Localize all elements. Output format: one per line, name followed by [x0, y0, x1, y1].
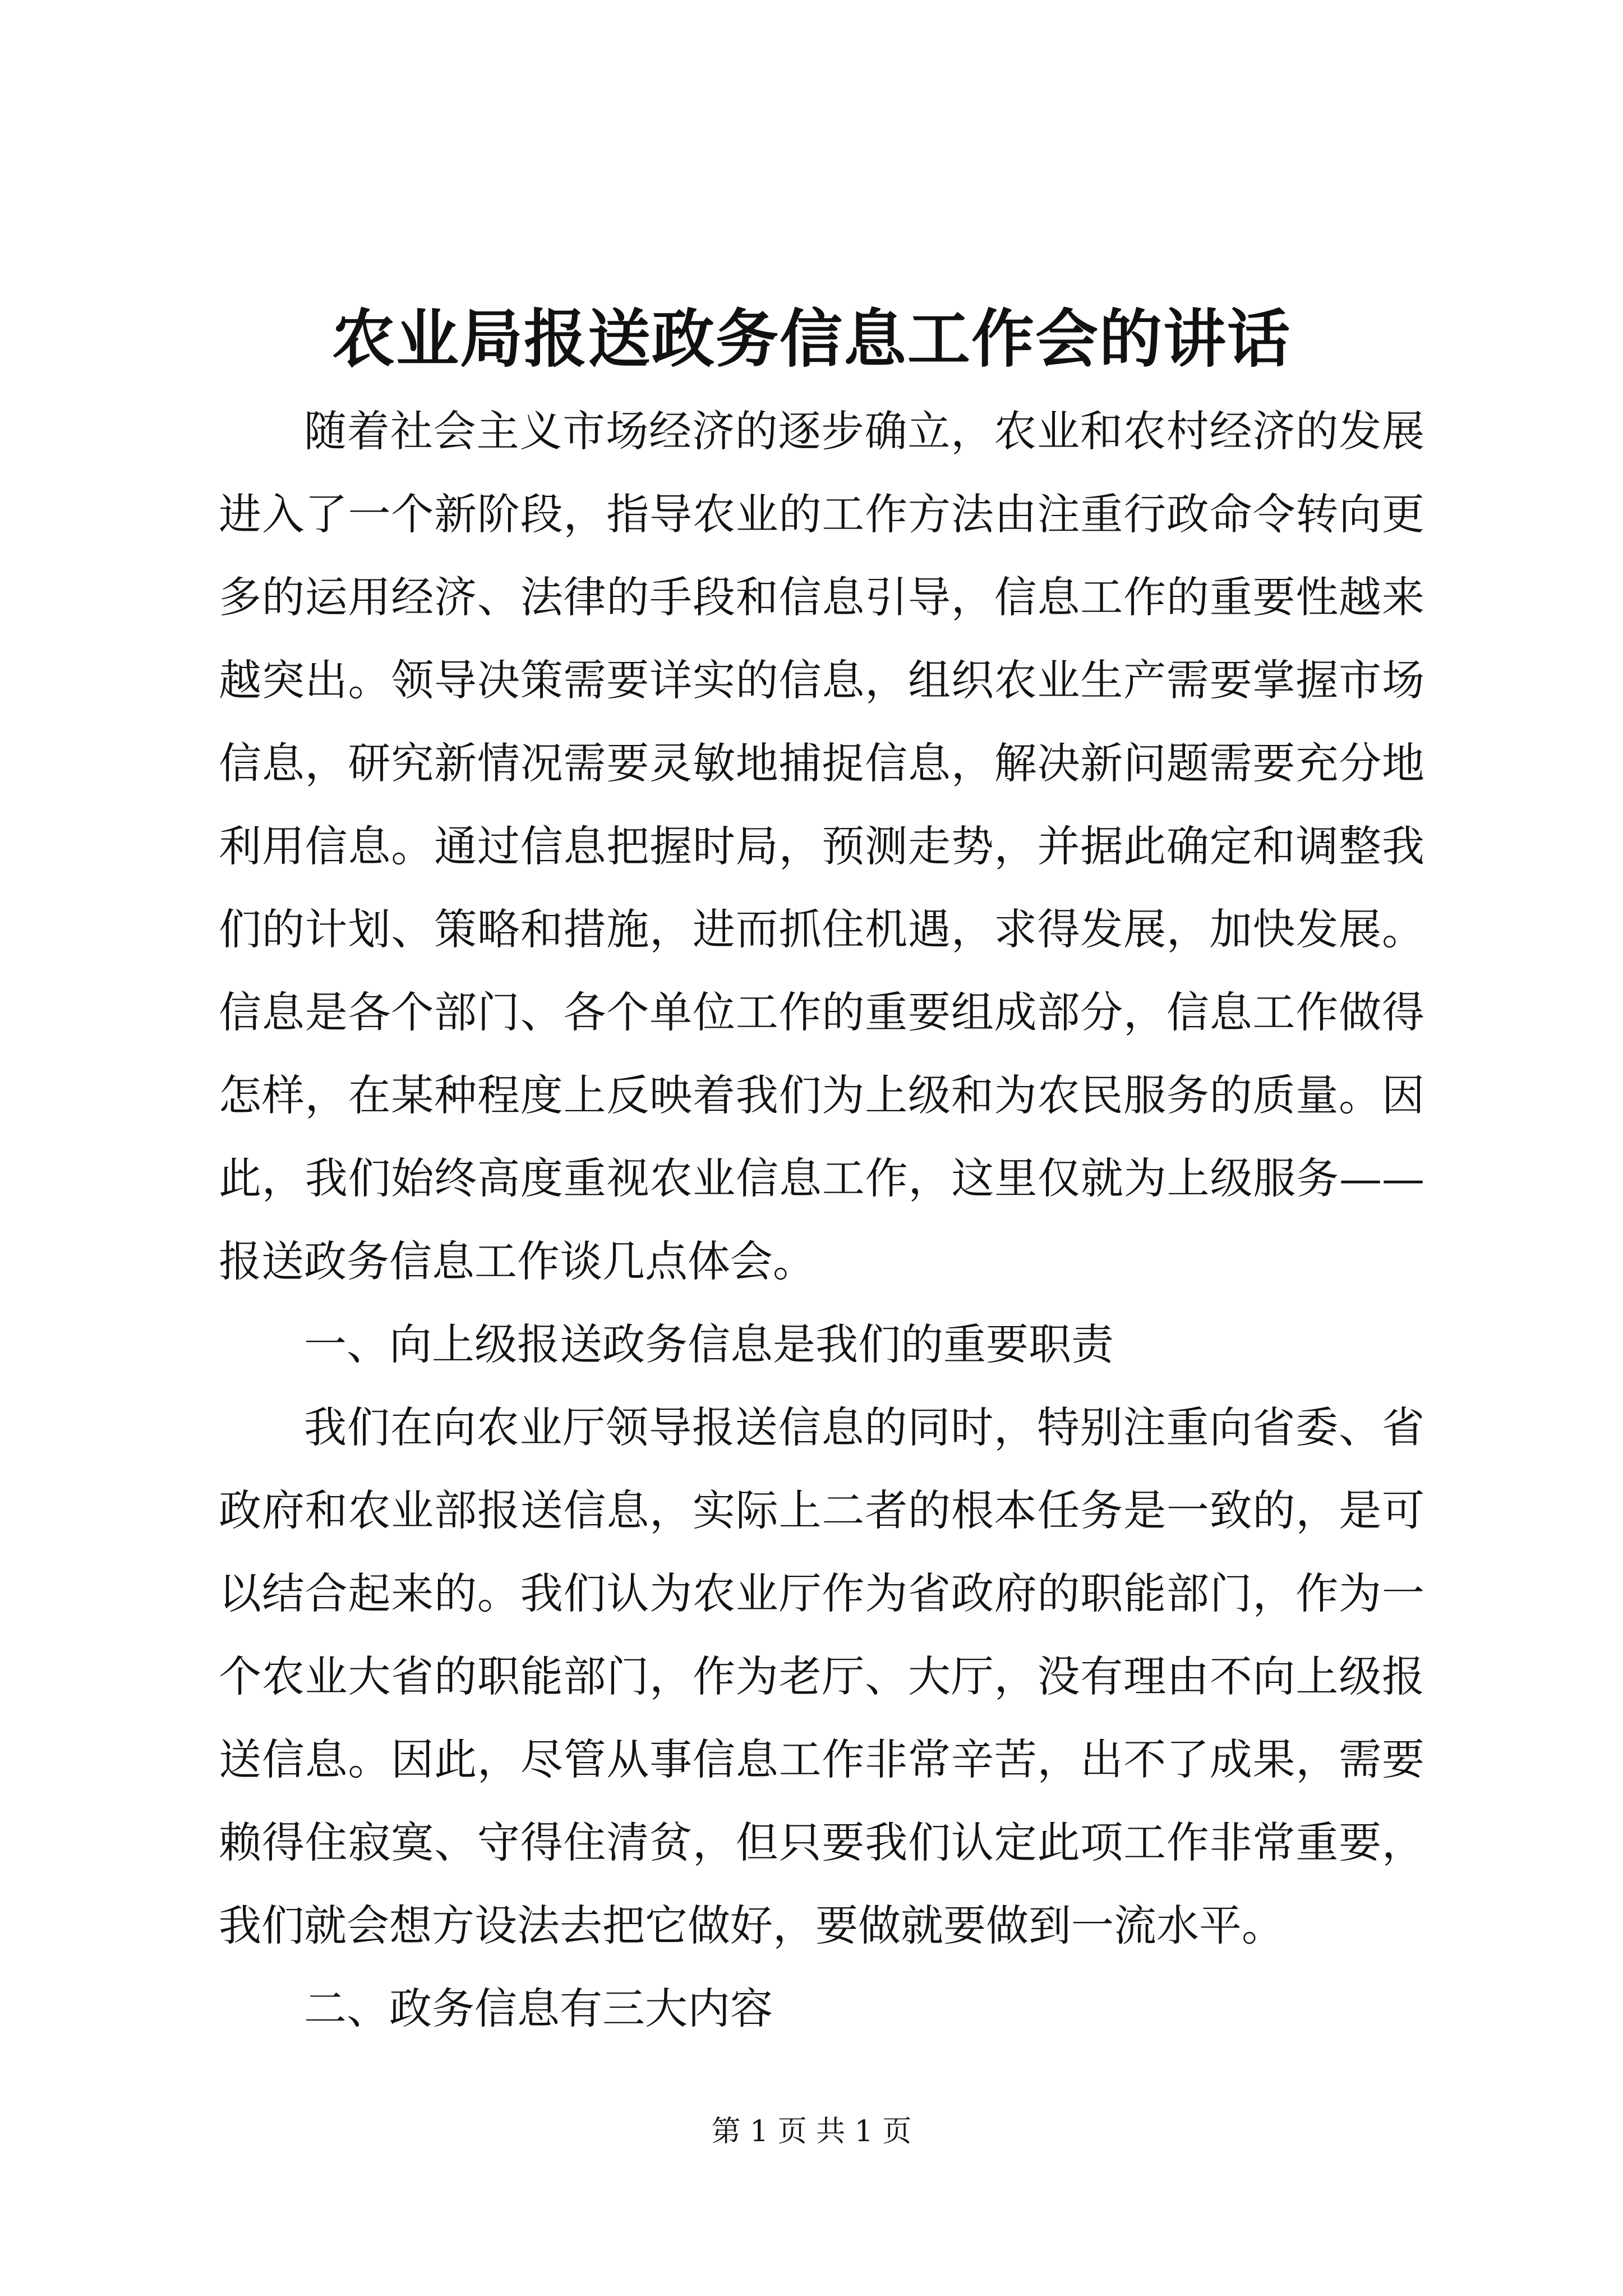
document-body [219, 390, 1424, 2050]
page-number-footer: 第 1 页 共 1 页 [711, 2115, 912, 2148]
document-title: 农业局报送政务信息工作会的讲话 [332, 302, 1291, 376]
section-heading-2: 二、政务信息有三大内容 [304, 1984, 773, 2033]
paragraph-section-1: 我们在向农业厅领导报送信息的同时，特别注重向省委、省政府和农业部报送信息，实际上二者的根本任务是一致的，是可以结合起来的。我们认为农业厅作为省政府的职能部门，作为一个农业大省的职能部门，作为老厅、大厅，没有理由不向上级报送信息。因此，尽管从事信息工作非常辛苦，出不了成果，需要赖得住寂寞、守得住清贫，但只要我们认定此项工作非常重要，我们就会想方设法去把它做好，要做就要做到一流水平。 [219, 1402, 1424, 1950]
section-heading-1: 一、向上级报送政务信息是我们的重要职责 [304, 1319, 1114, 1369]
paragraph-intro: 随着社会主义市场经济的逐步确立，农业和农村经济的发展进入了一个新阶段，指导农业的工作方法由注重行政命令转向更多的运用经济、法律的手段和信息引导，信息工作的重要性越来越突出。领导决策需要详实的信息，组织农业生产需要掌握市场信息，研究新情况需要灵敏地捕捉信息，解决新问题需要充分地利用信息。通过信息把握时局，预测走势，并据此确定和调整我们的计划、策略和措施，进而抓住机遇，求得发展，加快发展。信息是各个部门、各个单位工作的重要组成部分，信息工作做得怎样，在某种程度上反映着我们为上级和为农民服务的质量。因此，我们始终高度重视农业信息工作，这里仅就为上级服务——报送政务信息工作谈几点体会。 [219, 406, 1424, 1286]
